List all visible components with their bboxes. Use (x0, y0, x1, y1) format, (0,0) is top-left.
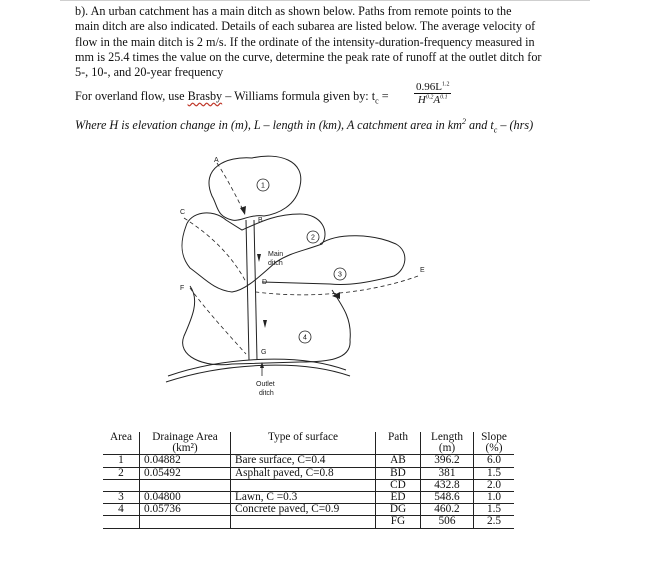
problem-line-3: flow in the main ditch is 2 m/s. If the ordinate of the intensity-duration-frequency measured in (75, 34, 535, 49)
subarea-table (103, 432, 514, 529)
variable-definitions: Where H is elevation change in (m), L – length in (km), A catchment area in $km^2$ and $t_c - (hrs)$ (75, 117, 534, 135)
col-path: Path (376, 432, 421, 455)
subarea-1-boundary (209, 156, 301, 220)
main-ditch-label-2: ditch (268, 260, 283, 267)
flow-path-AB (217, 163, 244, 212)
table-row: CD 432.8 2.0 (103, 479, 514, 491)
point-G: G (261, 349, 267, 356)
area-3-number: 3 (338, 271, 342, 279)
main-ditch-left (246, 220, 249, 360)
table-row: 2 0.05492 Asphalt paved, C=0.8 BD 381 1.5 (103, 467, 514, 479)
col-slope: Slope (%) (474, 432, 515, 455)
top-rule (60, 0, 590, 1)
flow-path-FG (190, 288, 246, 354)
arrow-main-2 (263, 320, 267, 328)
subarea-4-boundary (183, 286, 351, 365)
formula-numerator: $0.96L^{1.2}$ (416, 81, 450, 93)
catchment-diagram (150, 150, 450, 405)
formula-denominator: $H^{0.2}A^{0.1}$ (417, 94, 448, 106)
area-2-circle (307, 231, 319, 243)
point-D: D (262, 279, 268, 286)
subarea-2-boundary (182, 213, 325, 292)
problem-statement (75, 4, 580, 80)
table-header-row (103, 432, 514, 455)
outlet-label-2: ditch (259, 390, 274, 397)
formula-fraction (414, 81, 451, 106)
point-E: E (420, 267, 425, 274)
col-length: Length (m) (421, 432, 474, 455)
problem-line-4: mm is 25.4 times the value on the curve, determine the peak rate of runoff at the outlet ditch for (75, 49, 542, 64)
table-row: 4 0.05736 Concrete paved, C=0.9 DG 460.2 1.5 (103, 504, 514, 516)
outlet-ditch-curve-2 (166, 365, 350, 382)
area-4-circle (299, 331, 311, 343)
subarea-3-boundary (262, 236, 405, 285)
point-A: A (214, 157, 219, 164)
area-3-circle (334, 268, 346, 280)
point-B: B (258, 217, 263, 224)
spellcheck-word: Brasby (187, 89, 223, 103)
table-row: FG 506 2.5 (103, 516, 514, 528)
col-type: Type of surface (231, 432, 376, 455)
col-drainage: Drainage Area (km²) (140, 432, 231, 455)
arrow-main-1 (257, 254, 261, 262)
main-ditch-right (254, 220, 257, 360)
col-area: Area (103, 432, 140, 455)
arrow-AB (240, 206, 246, 215)
point-F: F (180, 285, 185, 292)
problem-line-2: main ditch are also indicated. Details of each subarea are listed below. The average velocity of (75, 19, 536, 34)
formula-intro: For overland flow, use Brasby – Williams formula given by: $t_c$ = (75, 89, 389, 106)
area-1-number: 1 (261, 182, 265, 190)
area-4-number: 4 (303, 334, 307, 342)
point-C: C (180, 209, 186, 216)
main-ditch-label-1: Main (268, 251, 284, 258)
area-1-circle (257, 179, 269, 191)
flow-path-CD (184, 218, 246, 282)
table-row: 1 0.04882 Bare surface, C=0.4 AB 396.2 6.0 (103, 455, 514, 467)
outlet-label-1: Outlet (256, 381, 275, 388)
problem-line-5: 5-, 10-, and 20-year frequency (75, 65, 224, 80)
area-2-number: 2 (311, 234, 315, 242)
problem-line-1: b). An urban catchment has a main ditch as shown below. Paths from remote points to the (75, 4, 512, 18)
table-row: 3 0.04800 Lawn, C =0.3 ED 548.6 1.0 (103, 492, 514, 504)
